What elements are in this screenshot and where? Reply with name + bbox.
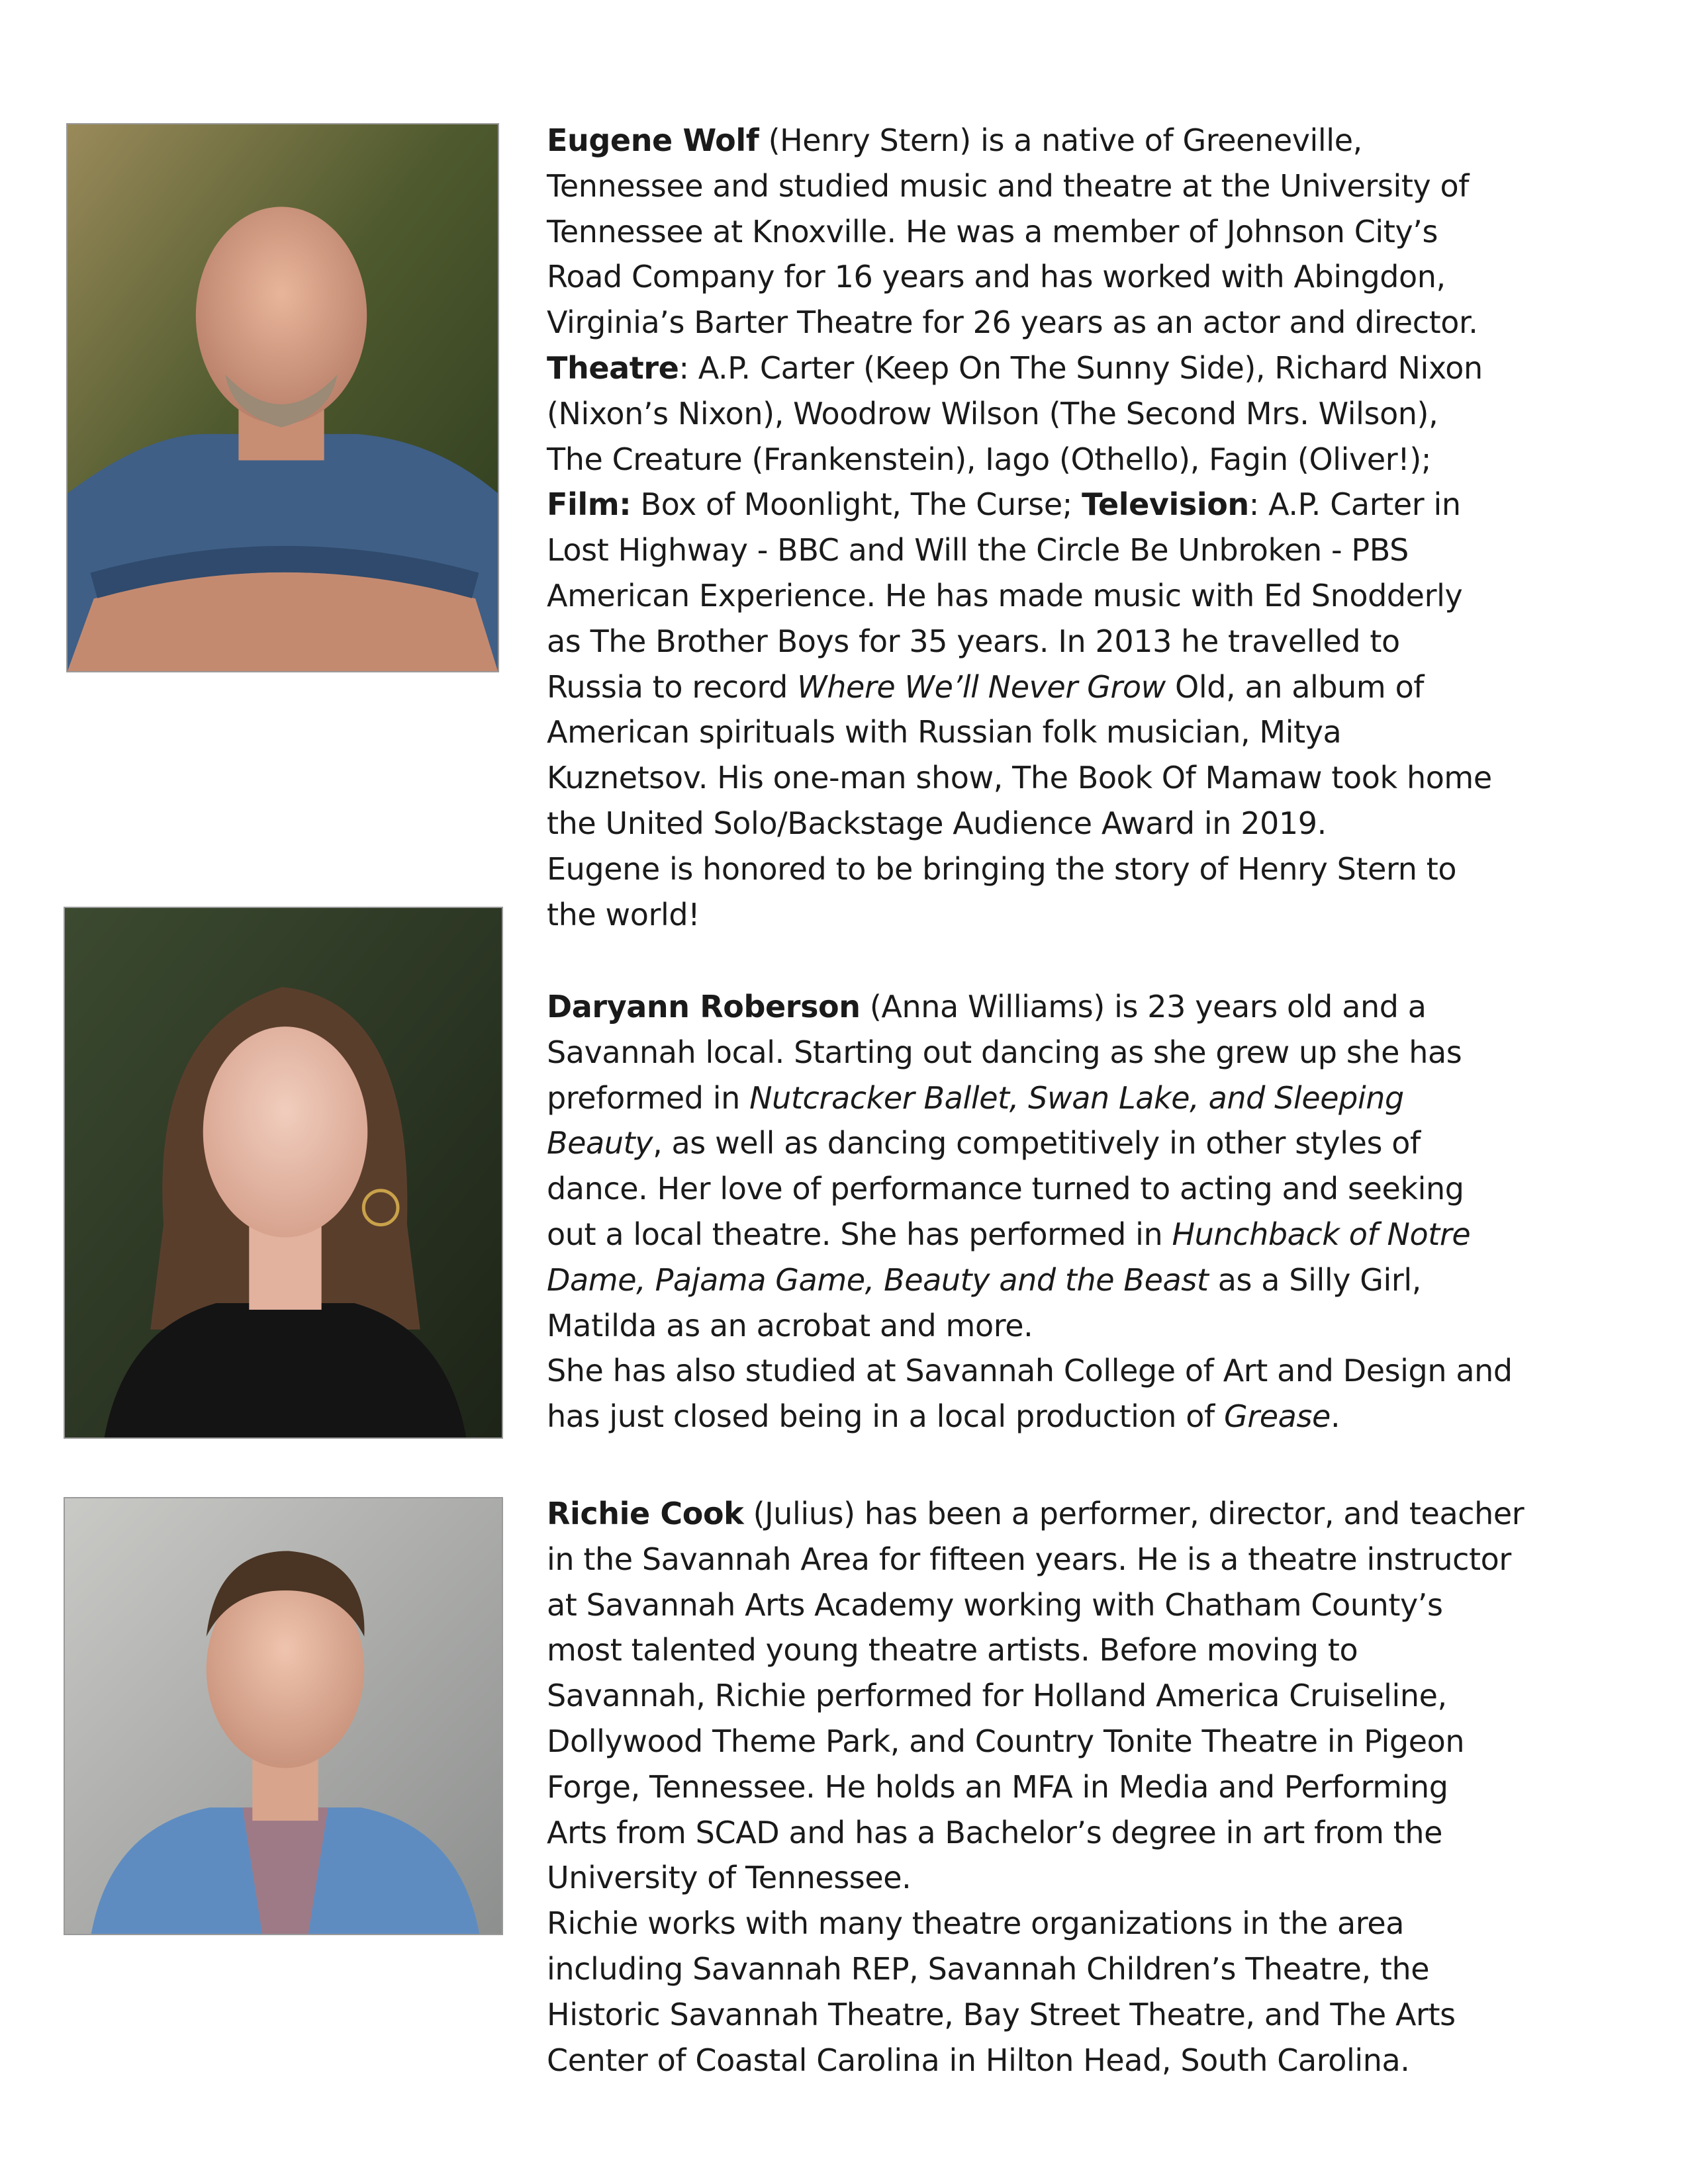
bio-role: (Henry Stern) (759, 122, 971, 158)
bio-name: Daryann Roberson (547, 989, 861, 1024)
headshot-daryann-roberson (64, 907, 503, 1439)
bio-name: Eugene Wolf (547, 122, 759, 158)
album-title: Where We’ll Never Grow (797, 668, 1166, 705)
headshot-eugene-wolf (66, 123, 499, 672)
bio-eugene-wolf: Eugene Wolf (Henry Stern) is a native of Greeneville, Tennessee and studied music and theatre at the University of Tennessee at Knoxville. He was a member of Johnson City’s Road Company for 16 years and has worked with Abingdon, Virginia’s Barter Theatre for 26 years as an actor and director. Theatre: A.P. Carter (Keep On The Sunny Side), Richard Nixon (Nixon’s Nixon), Woodrow Wilson (The Second Mrs. Wilson), The Creature (Frankenstein), Iago (Othello), Fagin (Oliver!); Film: Box of Moonlight, The Curse; Television: A.P. Carter in Lost Highway - BBC and Will the Circle Be Unbroken - PBS American Experience. He has made music with Ed Snodderly as The Brother Boys for 35 years. In 2013 he travelled to Russia to record Where We’ll Never Grow Old, an album of American spirituals with Russian folk musician, Mitya Kuznetsov. His one-man show, The Book Of Mamaw took home the United Solo/Backstage Audience Award in 2019. Eugene is honored to be bringing the story of Henry Stern to the world! (547, 122, 1492, 933)
bio-name: Richie Cook (547, 1496, 744, 1531)
credits-label-television: Television (1082, 486, 1249, 523)
credits-label-theatre: Theatre (547, 349, 679, 386)
bio-role: (Anna Williams) (860, 989, 1105, 1024)
bio-daryann-roberson: Daryann Roberson (Anna Williams) is 23 years old and a Savannah local. Starting out dancing as she grew up she has preformed in Nutcracker Ballet, Swan Lake, and Sleeping Beauty, as well as dancing competitively in other styles of dance. Her love of performance turned to acting and seeking out a local theatre. She has performed in Hunchback of Notre Dame, Pajama Game, Beauty and the Beast as a Silly Girl, Matilda as an acrobat and more. She has also studied at Savannah College of Art and Design and has just closed being in a local production of Grease. (547, 989, 1513, 1435)
headshot-richie-cook (64, 1497, 503, 1935)
bio-role: (Julius) (743, 1496, 855, 1531)
bio-richie-cook: Richie Cook (Julius) has been a performer, director, and teacher in the Savannah Area for fifteen years. He is a theatre instructor at Savannah Arts Academy working with Chatham County’s most talented young theatre artists. Before moving to Savannah, Richie performed for Holland America Cruiseline, Dollywood Theme Park, and Country Tonite Theatre in Pigeon Forge, Tennessee. He holds an MFA in Media and Performing Arts from SCAD and has a Bachelor’s degree in art from the University of Tennessee. Richie works with many theatre organizations in the area including Savannah REP, Savannah Children’s Theatre, the Historic Savannah Theatre, Bay Street Theatre, and The Arts Center of Coastal Carolina in Hilton Head, South Carolina. (547, 1496, 1524, 2078)
credits-label-film: Film: (547, 486, 632, 523)
